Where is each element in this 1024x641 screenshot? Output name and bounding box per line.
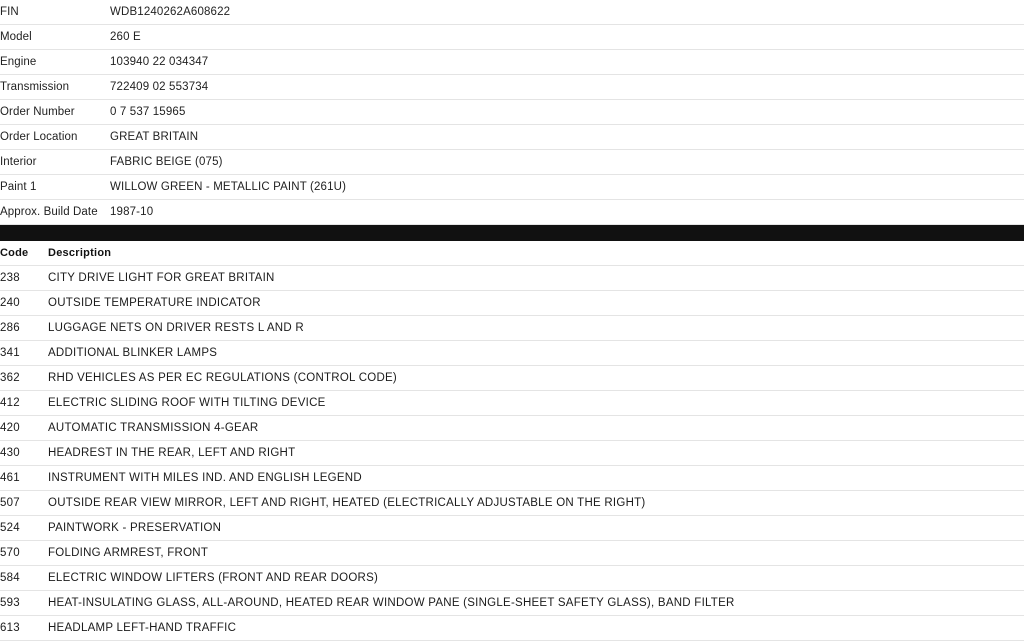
equipment-description: ELECTRIC WINDOW LIFTERS (FRONT AND REAR DOORS) xyxy=(48,572,379,584)
spec-value: FABRIC BEIGE (075) xyxy=(110,156,223,168)
equipment-code: 524 xyxy=(0,522,20,534)
table-row xyxy=(0,200,1024,225)
table-row xyxy=(0,150,1024,175)
spec-label: Interior xyxy=(0,156,37,168)
spec-value: WDB1240262A608622 xyxy=(110,6,231,18)
equipment-description: RHD VEHICLES AS PER EC REGULATIONS (CONTROL CODE) xyxy=(48,372,398,384)
spec-value: GREAT BRITAIN xyxy=(110,131,199,143)
table-row xyxy=(0,50,1024,75)
table-row xyxy=(0,441,1024,466)
table-row xyxy=(0,516,1024,541)
spec-value: 103940 22 034347 xyxy=(110,56,209,68)
equipment-description: HEADLAMP LEFT-HAND TRAFFIC xyxy=(48,622,237,634)
table-header-row xyxy=(0,241,1024,266)
equipment-code: 362 xyxy=(0,372,20,384)
table-row xyxy=(0,75,1024,100)
table-row xyxy=(0,291,1024,316)
equipment-codes-table-head xyxy=(0,241,1024,266)
equipment-description: HEAT-INSULATING GLASS, ALL-AROUND, HEATED REAR WINDOW PANE (SINGLE-SHEET SAFETY GLASS), BAND FILTER xyxy=(48,597,735,609)
spec-label: FIN xyxy=(0,6,19,18)
spec-label: Approx. Build Date xyxy=(0,206,98,218)
equipment-code: 584 xyxy=(0,572,20,584)
spec-label: Model xyxy=(0,31,32,43)
equipment-code: 593 xyxy=(0,597,20,609)
equipment-description: ELECTRIC SLIDING ROOF WITH TILTING DEVICE xyxy=(48,397,326,409)
vehicle-spec-table xyxy=(0,0,1024,225)
equipment-code: 238 xyxy=(0,272,20,284)
equipment-code: 286 xyxy=(0,322,20,334)
equipment-description: PAINTWORK - PRESERVATION xyxy=(48,522,222,534)
equipment-code: 570 xyxy=(0,547,20,559)
equipment-code: 461 xyxy=(0,472,20,484)
equipment-description: AUTOMATIC TRANSMISSION 4-GEAR xyxy=(48,422,259,434)
spec-value: 722409 02 553734 xyxy=(110,81,209,93)
table-row xyxy=(0,0,1024,25)
section-divider-band xyxy=(0,225,1024,241)
column-header-code: Code xyxy=(0,247,29,259)
spec-value: 260 E xyxy=(110,31,141,43)
equipment-description: CITY DRIVE LIGHT FOR GREAT BRITAIN xyxy=(48,272,275,284)
equipment-description: INSTRUMENT WITH MILES IND. AND ENGLISH LEGEND xyxy=(48,472,362,484)
column-header-description: Description xyxy=(48,247,112,259)
equipment-description: HEADREST IN THE REAR, LEFT AND RIGHT xyxy=(48,447,296,459)
table-row xyxy=(0,125,1024,150)
table-row xyxy=(0,616,1024,641)
spec-value: WILLOW GREEN - METALLIC PAINT (261U) xyxy=(110,181,347,193)
table-row xyxy=(0,466,1024,491)
equipment-code: 420 xyxy=(0,422,20,434)
table-row xyxy=(0,391,1024,416)
equipment-code: 240 xyxy=(0,297,20,309)
equipment-description: OUTSIDE TEMPERATURE INDICATOR xyxy=(48,297,261,309)
table-row xyxy=(0,491,1024,516)
spec-value: 1987-10 xyxy=(110,206,154,218)
equipment-description: LUGGAGE NETS ON DRIVER RESTS L AND R xyxy=(48,322,304,334)
table-row xyxy=(0,266,1024,291)
table-row xyxy=(0,25,1024,50)
spec-label: Engine xyxy=(0,56,37,68)
table-row xyxy=(0,591,1024,616)
equipment-codes-table-body xyxy=(0,266,1024,641)
equipment-code: 507 xyxy=(0,497,20,509)
table-row xyxy=(0,366,1024,391)
equipment-code: 430 xyxy=(0,447,20,459)
equipment-codes-table xyxy=(0,241,1024,641)
equipment-description: ADDITIONAL BLINKER LAMPS xyxy=(48,347,218,359)
equipment-code: 412 xyxy=(0,397,20,409)
equipment-description: FOLDING ARMREST, FRONT xyxy=(48,547,209,559)
table-row xyxy=(0,541,1024,566)
spec-label: Transmission xyxy=(0,81,70,93)
table-row xyxy=(0,175,1024,200)
spec-label: Order Number xyxy=(0,106,75,118)
table-row xyxy=(0,566,1024,591)
vehicle-spec-table-body xyxy=(0,0,1024,225)
spec-value: 0 7 537 15965 xyxy=(110,106,186,118)
table-row xyxy=(0,316,1024,341)
spec-label: Order Location xyxy=(0,131,78,143)
equipment-description: OUTSIDE REAR VIEW MIRROR, LEFT AND RIGHT, HEATED (ELECTRICALLY ADJUSTABLE ON THE RIGHT) xyxy=(48,497,646,509)
spec-label: Paint 1 xyxy=(0,181,37,193)
table-row xyxy=(0,341,1024,366)
equipment-code: 341 xyxy=(0,347,20,359)
table-row xyxy=(0,416,1024,441)
equipment-code: 613 xyxy=(0,622,20,634)
table-row xyxy=(0,100,1024,125)
